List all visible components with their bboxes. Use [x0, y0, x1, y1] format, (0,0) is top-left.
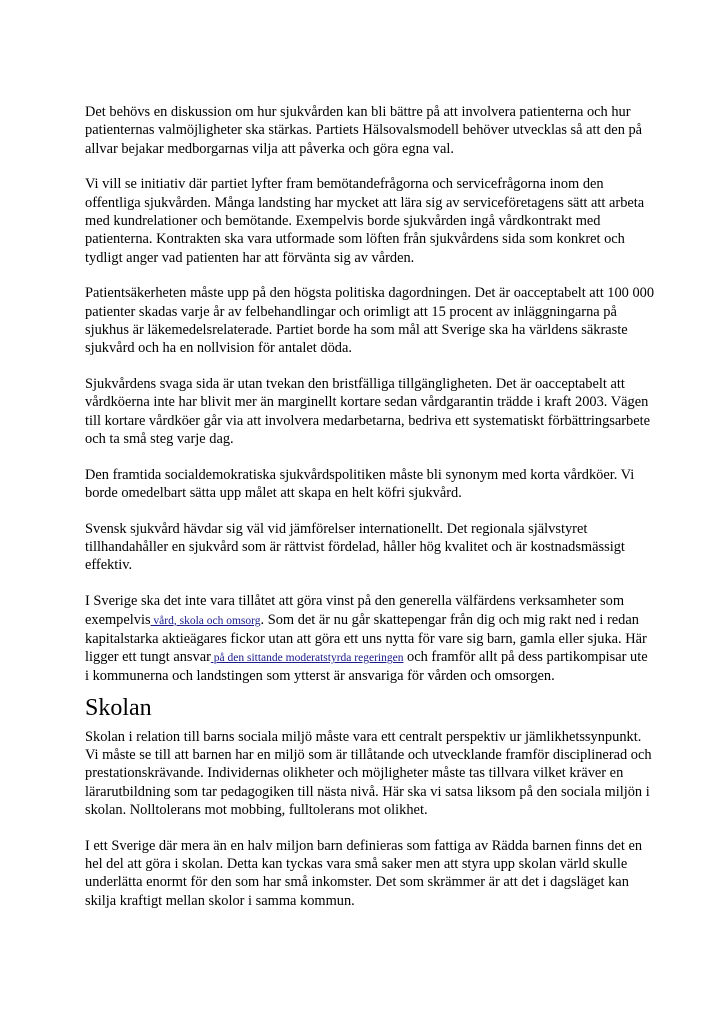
document-body	[85, 103, 655, 927]
paragraph-school-poverty: I ett Sverige där mera än en halv miljon barn definieras som fattiga av Rädda barnen finns det en hel del att göra i skolan. Detta kan tyckas vara små saker men att styra upp skolan värld skulle underlätta enormt för den som har små inkomster. Det som skrämmer är att det i dagsläget kan skilja kraftigt mellan skolor i samma kommun.	[85, 837, 643, 909]
paragraph-waiting-lists: Den framtida socialdemokratiska sjukvårdspolitiken måste bli synonym med korta vårdköer. Vi borde omedelbart sätta upp målet att skapa en helt köfri sjukvård.	[85, 466, 635, 502]
paragraph-regional-selfgovernment: Svensk sjukvård hävdar sig väl vid jämförelser internationellt. Det regionala självstyret tillhandahåller en sjukvård som är rättvist fördelad, håller hög kvalitet och är kostnadsmässigt effektiv.	[85, 520, 625, 574]
text-segment: och framför allt på dess partikompisar ute i kommunerna och landstingen som ytterst är ansvariga för vården och omsorgen.	[85, 649, 648, 685]
paragraph-accessibility: Sjukvårdens svaga sida är utan tvekan den bristfälliga tillgängligheten. Det är oacceptabelt att vårdköerna inte har blivit mer än marginellt kortare sedan vårdgarantin trädde i kraft 2003. Vägen till kortare vårdköer går via att involvera medarbetarna, bedriva ett systematiskt förbättringsarbete och ta små steg varje dag.	[85, 376, 651, 447]
paragraph-patient-safety: Patientsäkerheten måste upp på den högsta politiska dagordningen. Det är oacceptabelt att 100 000 patienter skadas varje år av felbehandlingar och orimligt att 15 procent av inläggningarna på sjukhus är läkemedelsrelaterade. Partiet borde ha som mål att Sverige ska ha världens säkraste sjukvård och ha en nollvision för antalet döda.	[85, 285, 655, 357]
text-segment: I Sverige ska det inte vara tillåtet att göra vinst på den generella välfärdens verksamheter som exempelvis	[85, 593, 625, 628]
paragraph-profit-welfare	[85, 592, 655, 685]
paragraph-patient-choice: Det behövs en diskussion om hur sjukvården kan bli bättre på att involvera patienterna och hur patienternas valmöjligheter ska stärkas. Partiets Hälsovalsmodell behöver utvecklas så att den på allvar bejakar medborgarnas vilja att påverka och göra egna val.	[85, 104, 643, 157]
text-segment: . Som det är nu går skattepengar från dig och mig rakt ned i redan kapitalstarka aktieägares fickor utan att göra ett uns nytta för vare sig barn, gamla eller sjuka. Här ligger ett tungt ansvar	[85, 611, 647, 666]
link-vard-skola-omsorg[interactable]: vård, skola och omsorg	[150, 614, 261, 627]
paragraph-school-environment: Skolan i relation till barns sociala miljö måste vara ett centralt perspektiv ur jämlikhetssynpunkt. Vi måste se till att barnen har en miljö som är tillåtande och utvecklande framför disciplinerad och prestationskrävande. Individernas olikheter och möjligheter måste tas tillvara vilket kräver en lärarutbildning som tar pedagogiken till nästa nivå. Här ska vi satsa liksom på den sociala miljön i skolan. Nolltolerans mot mobbing, fulltolerans mot olikhet.	[85, 728, 652, 818]
link-moderate-government[interactable]: på den sittande moderatstyrda regeringen	[210, 652, 404, 665]
paragraph-service: Vi vill se initiativ där partiet lyfter fram bemötandefrågorna och servicefrågorna inom den offentliga sjukvården. Många landsting har mycket att lära sig av serviceföretagens sätt att arbeta med kundrelationer och bemötande. Exempelvis borde sjukvården ingå vårdkontrakt med patienterna. Kontrakten ska vara utformade som löften från sjukvårdens sida som konkret och tydligt anger vad patienten har att förvänta sig av vården.	[85, 176, 645, 266]
section-heading-skolan: Skolan	[85, 694, 152, 721]
